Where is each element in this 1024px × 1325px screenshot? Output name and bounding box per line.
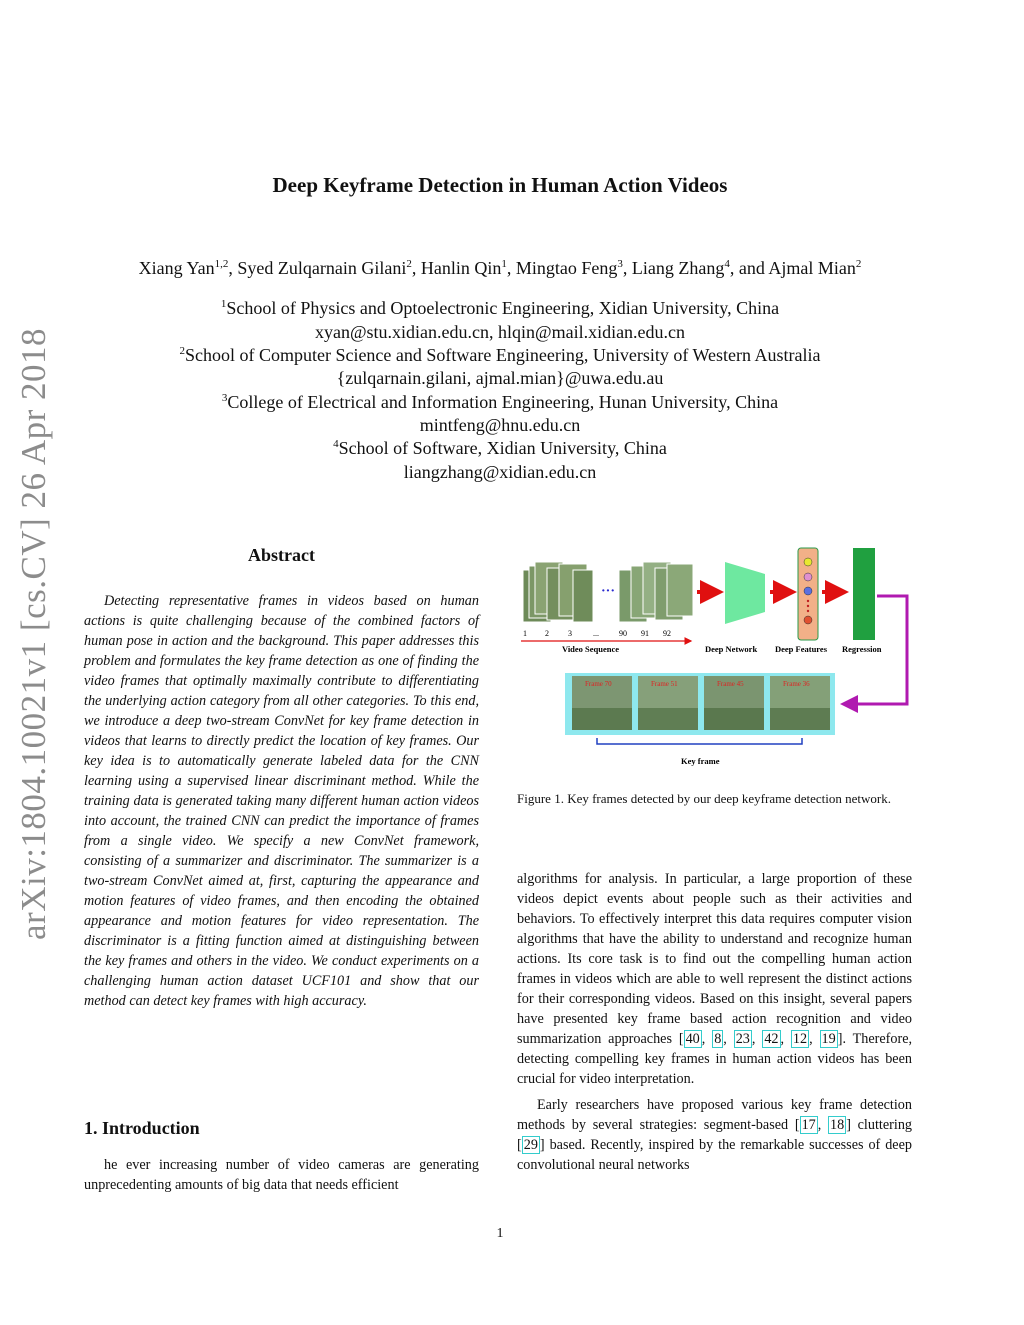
paper-title: Deep Keyframe Detection in Human Action Videos [272, 173, 728, 197]
figure-1-diagram [515, 540, 915, 775]
diagram-labels [705, 644, 882, 654]
frame-number: 91 [641, 629, 649, 638]
right-column-text [517, 869, 912, 1181]
frame-number-row [523, 629, 671, 638]
paragraph: Early researchers have proposed various key frame detection methods by several strategies: segment-based [ 17 , 18 ] cluttering [ 29 ] based. Recently, inspired by the remarkable successes of deep convolutional neural networks [517, 1097, 913, 1173]
affiliation-email-1: xyan@stu.xidian.edu.cn, hlqin@mail.xidian.edu.cn [314, 322, 686, 342]
citation-link[interactable]: 29 [523, 1137, 538, 1153]
feature-dot [807, 605, 809, 607]
keyframe-label: Frame 36 [783, 680, 810, 688]
author: Hanlin Qin$^1$ [420, 258, 507, 278]
author: Xiang Yan$^{1,2}$ [138, 258, 229, 278]
keyframe-label: Frame 51 [651, 680, 678, 688]
affiliation-2: $^2$School of Computer Science and Software Engineering, University of Western Australia [179, 345, 821, 365]
author: and Ajmal Mian$^2$ [738, 258, 862, 278]
affiliation-3: $^3$College of Electrical and Information Engineering, Hunan University, China [221, 392, 779, 412]
author: Mingtao Feng$^3$ [515, 258, 623, 278]
feature-node [804, 558, 812, 566]
citation-link[interactable]: 12 [792, 1031, 808, 1047]
figure-1-caption: Figure 1. Key frames detected by our deep keyframe detection network. [517, 791, 891, 806]
label-deep-network: Deep Network [705, 644, 758, 654]
feature-node [804, 587, 812, 595]
keyframe-label: Frame 45 [717, 680, 744, 688]
affiliation-email-3: mintfeng@hnu.edu.cn [419, 415, 581, 435]
citation-link[interactable]: 42 [764, 1031, 779, 1047]
author: Syed Zulqarnain Gilani$^2$ [237, 258, 412, 278]
author-list: Xiang Yan$^{1,2}$, Syed Zulqarnain Gilani$^2$, Hanlin Qin$^1$, Mingtao Feng$^3$, Liang Zhang$^4$, and Ajmal Mian$^2$ [138, 258, 862, 278]
keyframe-1 [572, 676, 632, 730]
keyframe-bracket [597, 738, 802, 744]
deep-network-shape [725, 562, 765, 624]
author: Liang Zhang$^4$ [631, 258, 730, 278]
intro-paragraph: he ever increasing number of video cameras are generating unprecedenting amounts of big data that needs efficient [84, 1157, 479, 1193]
citation-link[interactable]: 8 [714, 1031, 722, 1047]
citation-link[interactable]: 19 [821, 1031, 836, 1047]
video-frames-left [523, 562, 593, 622]
frame-number: 3 [568, 629, 572, 638]
label-regression: Regression [842, 644, 882, 654]
ellipsis-dots: ··· [601, 584, 616, 599]
abstract-heading: Abstract [248, 545, 315, 565]
label-deep-features: Deep Features [775, 644, 828, 654]
keyframe-4 [770, 676, 830, 730]
page-number: 1 [496, 1226, 504, 1241]
paragraph: algorithms for analysis. In particular, a large proportion of these videos depict events about people such as their activities and behaviors. To effectively interpret this data requires computer vision algorithms that have the ability to understand and recognize human actions. Its core task is to find out the compelling human action frames in videos which are able to well represent the distinct actions for their corresponding videos. Based on this insight, several papers have presented key frame based action recognition and video summarization approaches [ 40 , 8 , 23 , 42 , 12 , 19 ]. Therefore, detecting compelling key frames in human action videos has been crucial for video interpretation. [517, 871, 913, 1087]
feature-node [804, 616, 812, 624]
arxiv-identifier: arXiv:1804.10021v1 [cs.CV] 26 Apr 2018 [14, 327, 53, 940]
label-video-sequence: Video Sequence [562, 644, 620, 654]
label-key-frame: Key frame [681, 756, 720, 766]
abstract-text: Detecting representative frames in videos based on human actions is quite challenging because of the combined factors of human pose in action and the background. This paper addresses this problem and formulates the key frame detection as one of finding the video frames that optimally maximally contribute to differentiating the underlying action category from all other categories. To this end, we introduce a deep two-stream ConvNet for key frame detection in videos that learns to directly predict the location of key frames. Our key idea is to automatically generate labeled data for the CNN learning using a supervised linear discriminant method. While the training data is generated taking many different human action videos into account, the trained CNN can predict the importance of frames from a single video. We specify a new ConvNet framework, consisting of a summarizer and discriminator. The summarizer is a two-stream ConvNet aimed at, first, capturing the appearance and motion features of video frames, and then encoding the obtained appearance and motion features for video representation. The discriminator is a fitting function aimed at distinguishing between the key frames and others in the video. We conduct experiments on a challenging human action dataset UCF101 and show that our method can detect key frames with high accuracy. [84, 593, 479, 1009]
frame-number: 90 [619, 629, 627, 638]
citation-link[interactable]: 17 [801, 1117, 816, 1133]
affiliation-4: $^4$School of Software, Xidian University, China [333, 438, 667, 458]
section-heading-introduction: 1. Introduction [84, 1118, 200, 1138]
affiliation-email-2: {zulqarnain.gilani, ajmal.mian}@uwa.edu.au [336, 368, 664, 388]
feature-dot [807, 610, 809, 612]
citation-link[interactable]: 18 [830, 1117, 845, 1133]
affiliation-email-4: liangzhang@xidian.edu.cn [403, 462, 597, 482]
citation-link[interactable]: 23 [735, 1031, 750, 1047]
frame-number: 2 [545, 629, 549, 638]
keyframe-2 [638, 676, 698, 730]
feature-node [804, 573, 812, 581]
frame-number: 92 [663, 629, 671, 638]
frame-number: 1 [523, 629, 527, 638]
frame-number: ... [593, 629, 599, 638]
feature-dot [807, 600, 809, 602]
affiliation-1: $^1$School of Physics and Optoelectronic Engineering, Xidian University, China [220, 298, 780, 318]
citation-link[interactable]: 40 [685, 1031, 700, 1047]
regression-block [853, 548, 875, 640]
keyframe-label: Frame 70 [585, 680, 612, 688]
video-frames-right [619, 562, 693, 622]
keyframe-3 [704, 676, 764, 730]
